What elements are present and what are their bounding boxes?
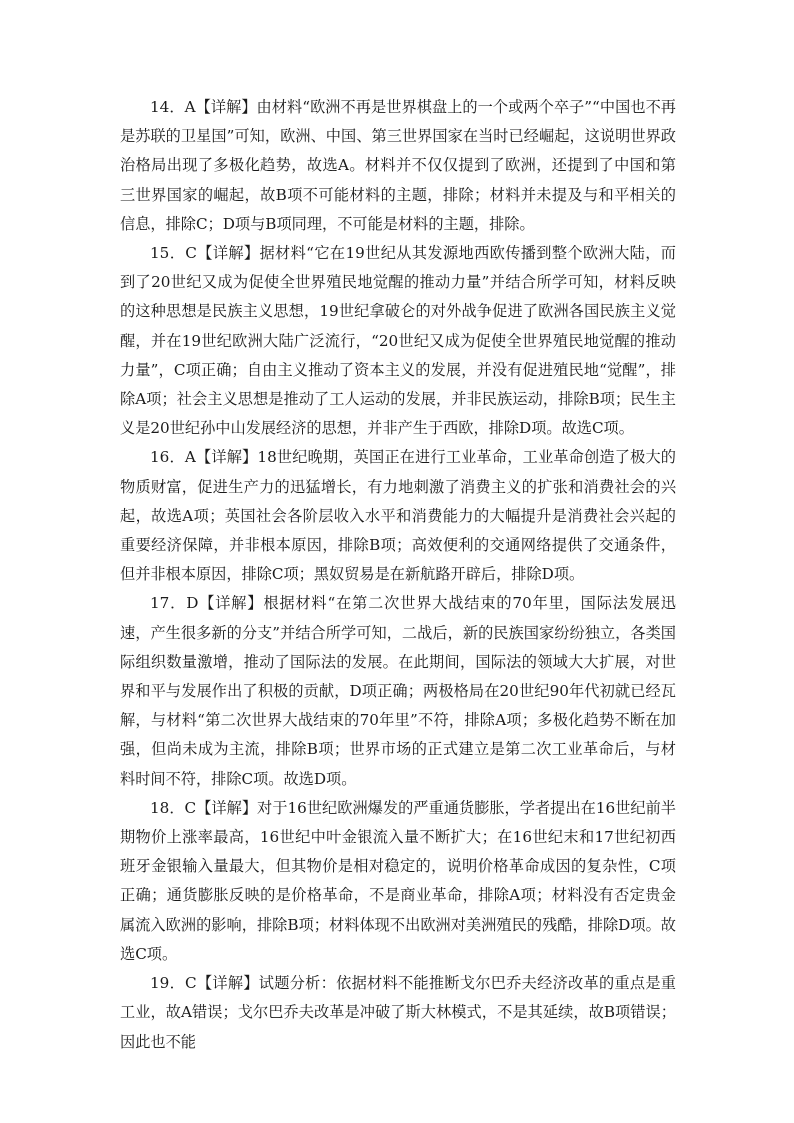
answer-explanations xyxy=(120,93,676,1057)
explanation-paragraph-16: 16．A【详解】18世纪晚期，英国正在进行工业革命，工业革命创造了极大的物质财富，促进生产力的迅猛增长，有力地刺激了消费主义的扩张和消费社会的兴起，故选A项；英国社会各阶层收入水平和消费能力的大幅提升是消费社会兴起的重要经济保障，并非根本原因，排除B项；高效便利的交通网络提供了交通条件，但并非根本原因，排除C项；黑奴贸易是在新航路开辟后，排除D项。 xyxy=(120,448,676,584)
explanation-paragraph-19: 19．C【详解】试题分析：依据材料不能推断戈尔巴乔夫经济改革的重点是重工业，故A错误；戈尔巴乔夫改革是冲破了斯大林模式，不是其延续，故B项错误；因此也不能 xyxy=(120,974,676,1051)
explanation-paragraph-14: 14．A【详解】由材料“欧洲不再是世界棋盘上的一个或两个卒子”“中国也不再是苏联的卫星国”可知，欧洲、中国、第三世界国家在当时已经崛起，这说明世界政治格局出现了多极化趋势，故选A。材料并不仅仅提到了欧洲，还提到了中国和第三世界国家的崛起，故B项不可能材料的主题，排除；材料并未提及与和平相关的信息，排除C；D项与B项同理，不可能是材料的主题，排除。 xyxy=(120,98,676,233)
explanation-paragraph-17: 17．D【详解】根据材料“在第二次世界大战结束的70年里，国际法发展迅速，产生很多新的分支”并结合所学可知，二战后，新的民族国家纷纷独立，各类国际组织数量激增，推动了国际法的发展。在此期间，国际法的领域大大扩展，对世界和平与发展作出了积极的贡献，D项正确；两极格局在20世纪90年代初就已经瓦解，与材料“第二次世界大战结束的70年里”不符，排除A项；多极化趋势不断在加强，但尚未成为主流，排除B项；世界市场的正式建立是第二次工业革命后，与材料时间不符，排除C项。故选D项。 xyxy=(120,594,676,788)
explanation-paragraph-15: 15．C【详解】据材料“它在19世纪从其发源地西欧传播到整个欧洲大陆，而到了20世纪又成为促使全世界殖民地觉醒的推动力量”并结合所学可知，材料反映的这种思想是民族主义思想，19世纪拿破仑的对外战争促进了欧洲各国民族主义觉醒，并在19世纪欧洲大陆广泛流行，“20世纪又成为促使全世界殖民地觉醒的推动力量”，C项正确；自由主义推动了资本主义的发展，并没有促进殖民地“觉醒”，排除A项；社会主义思想是推动了工人运动的发展，并非民族运动，排除B项；民生主义是20世纪孙中山发展经济的思想，并非产生于西欧，排除D项。故选C项。 xyxy=(120,244,676,438)
explanation-paragraph-18: 18．C【详解】对于16世纪欧洲爆发的严重通货膨胀，学者提出在16世纪前半期物价上涨率最高，16世纪中叶金银流入量不断扩大；在16世纪末和17世纪初西班牙金银输入量最大，但其物价是相对稳定的，说明价格革命成因的复杂性，C项正确；通货膨胀反映的是价格革命，不是商业革命，排除A项；材料没有否定贵金属流入欧洲的影响，排除B项；材料体现不出欧洲对美洲殖民的残酷，排除D项。故选C项。 xyxy=(120,798,676,963)
